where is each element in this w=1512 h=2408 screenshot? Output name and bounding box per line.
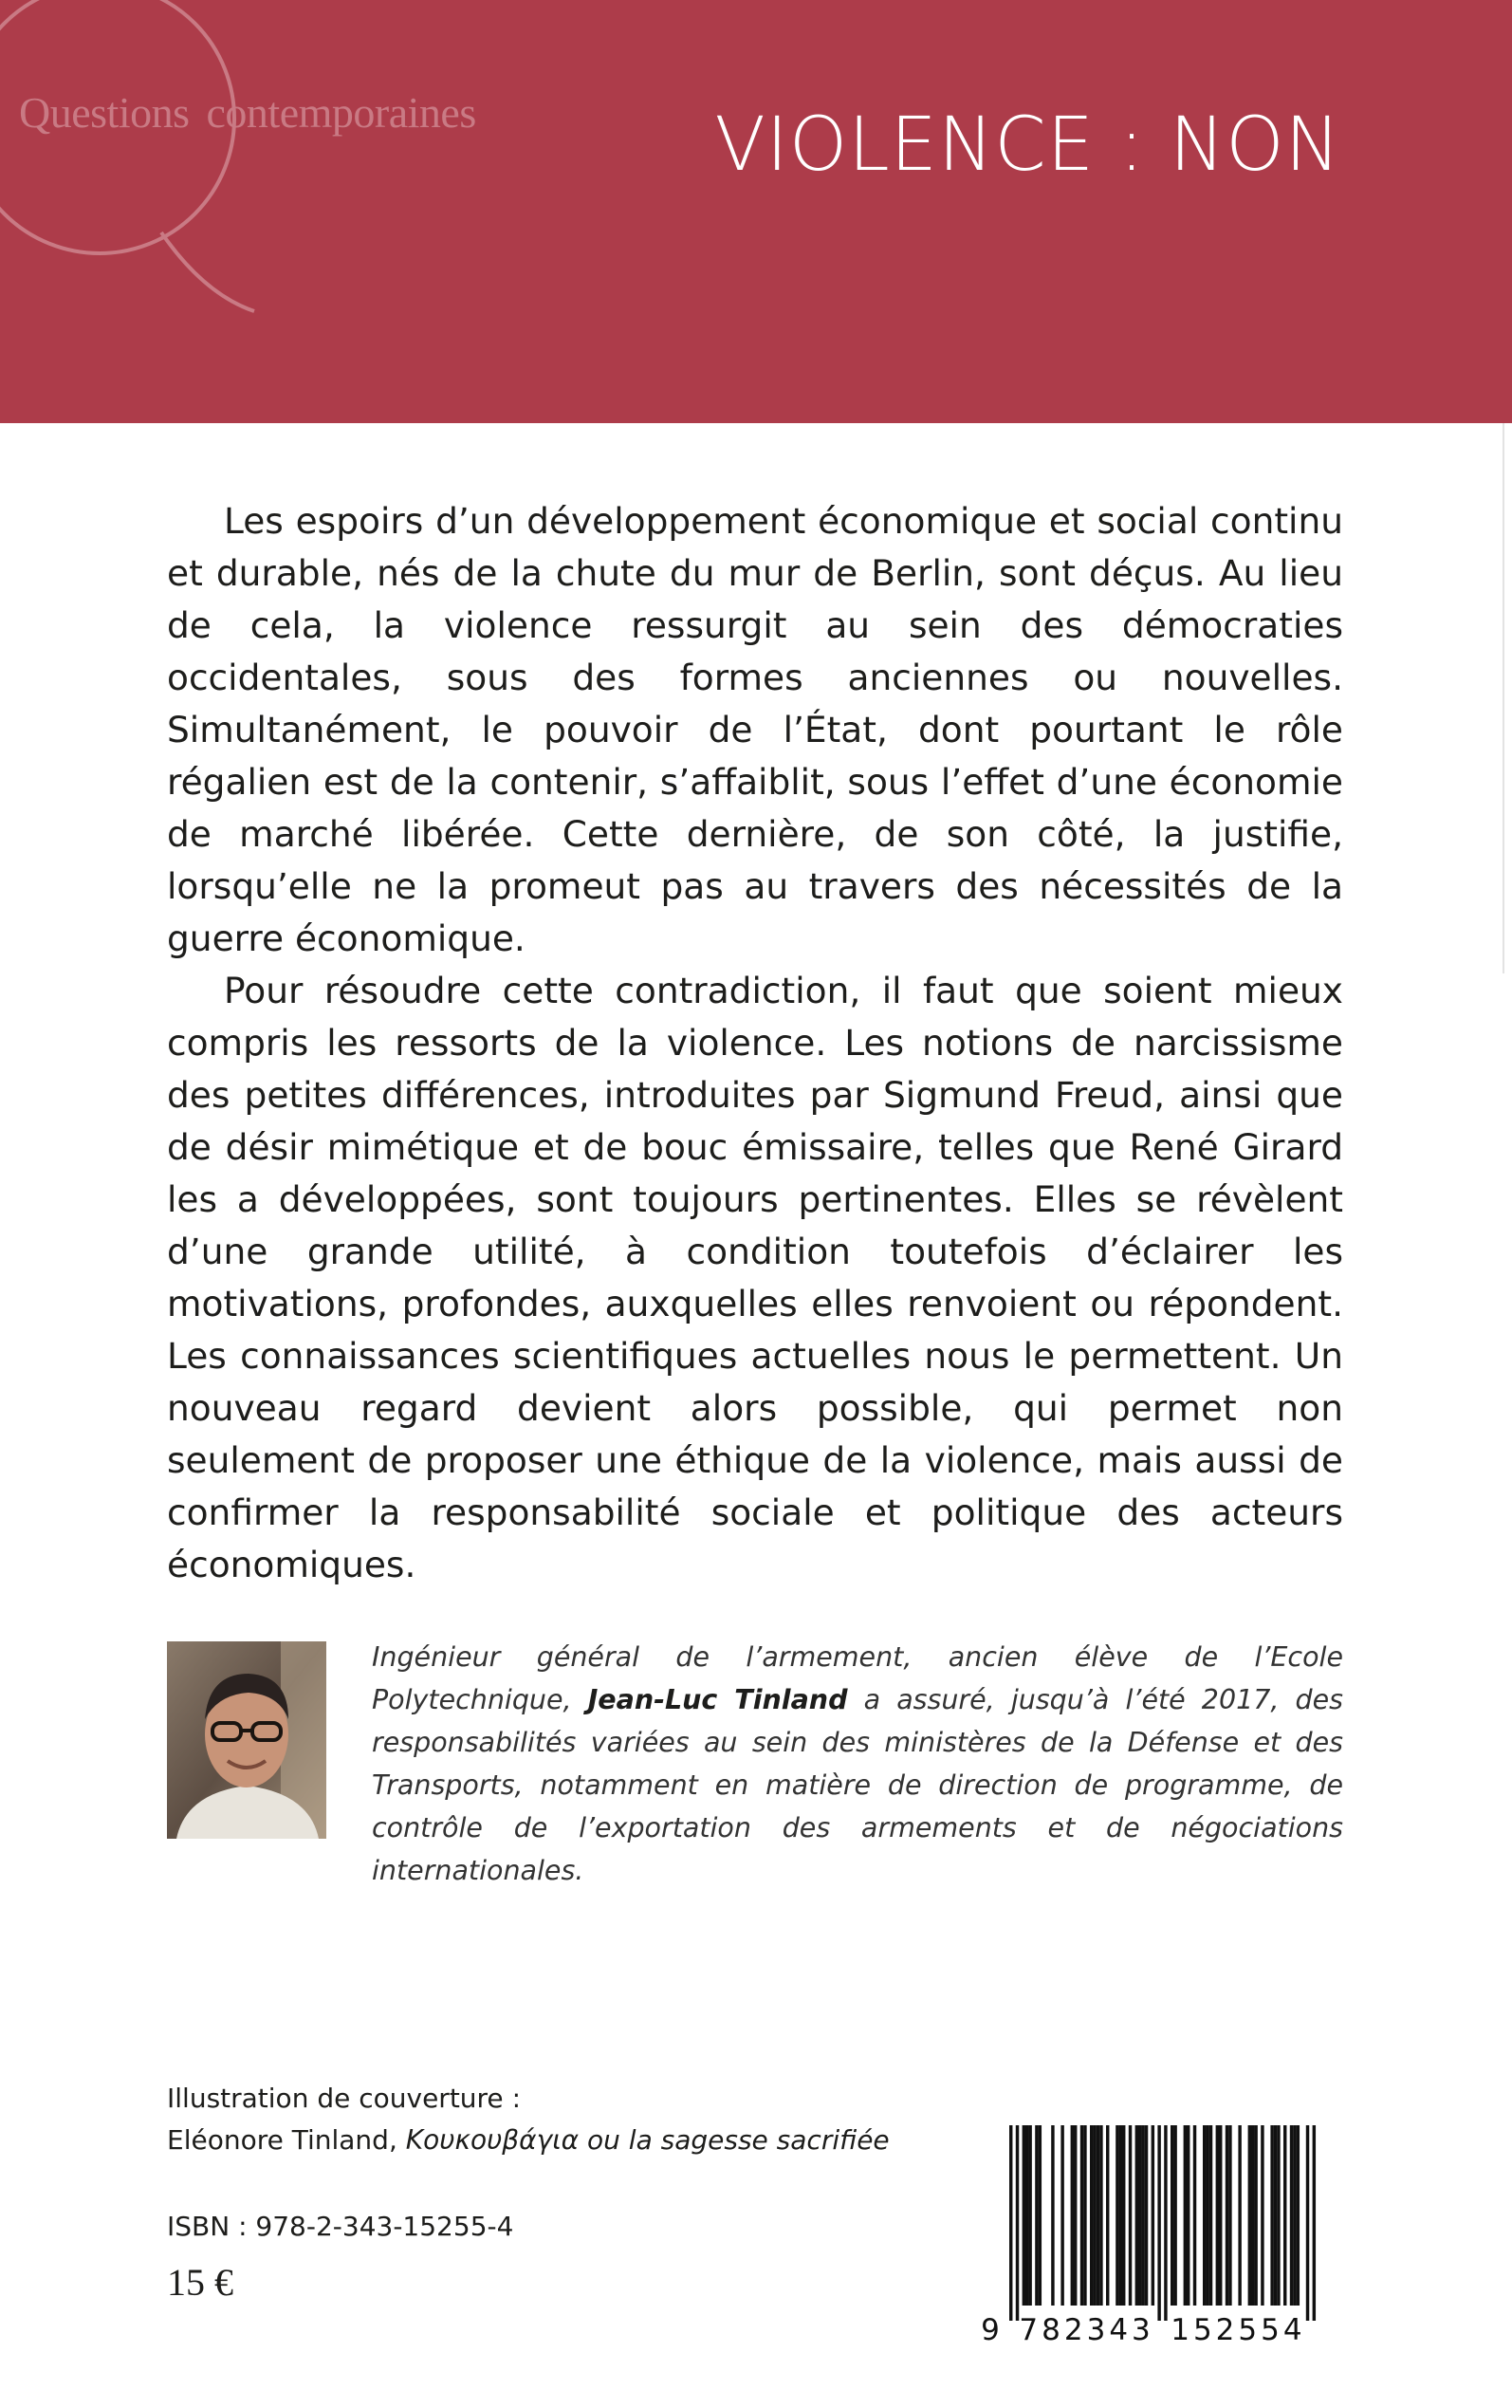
barcode-bar <box>1306 2125 1309 2321</box>
barcode-bar <box>1193 2125 1196 2306</box>
barcode-bar <box>1039 2125 1042 2306</box>
barcode-bar <box>1290 2125 1293 2306</box>
cover-illustration-credit <box>167 2078 890 2161</box>
barcode-bar <box>1106 2125 1109 2306</box>
barcode-bar <box>1035 2125 1038 2306</box>
barcode-bar <box>1099 2125 1102 2306</box>
barcode-bar <box>1090 2125 1093 2306</box>
barcode-bar <box>1122 2125 1125 2306</box>
credit-line <box>167 2120 890 2161</box>
summary-paragraph-2: Pour résoudre cette contradiction, il faut que soient mieux compris les ressorts de la violence. Les notions de narcissisme des petites différences, introduites par Sigmund Freud, ainsi que de désir mimétique et de bouc émissaire, telles que René Girard les a développées, sont toujours pertinentes. Elles se révèlent d’une grande utilité, à condition toutefois d’éclairer les motivations, profondes, auxquelles elles renvoient ou répondent. Les connaissances scientifiques actuelles nous le permettent. Un nouveau regard devient alors possible, qui permet non seulement de proposer une éthique de la violence, mais aussi de confirmer la responsabilité sociale et politique des acteurs économiques. <box>167 970 1343 1585</box>
barcode-bar <box>1283 2125 1286 2306</box>
ean-barcode <box>968 2125 1337 2343</box>
barcode-bar <box>1145 2125 1148 2306</box>
barcode-bar <box>1141 2125 1144 2306</box>
barcode-bar <box>1009 2125 1012 2321</box>
credit-artist: Eléonore Tinland, <box>167 2124 406 2156</box>
barcode-bar <box>1097 2125 1099 2306</box>
barcode-bar <box>1129 2125 1132 2306</box>
barcode-bar <box>1135 2125 1138 2306</box>
barcode-bar <box>1238 2125 1241 2306</box>
barcode-bar <box>1216 2125 1219 2306</box>
barcode-bar <box>1206 2125 1208 2306</box>
series-name <box>19 87 476 138</box>
book-price: 15 € <box>167 2261 233 2304</box>
barcode-digits-right: 152554 <box>1171 2313 1306 2343</box>
barcode-bar <box>1116 2125 1118 2306</box>
barcode-bar <box>1080 2125 1083 2306</box>
barcode-bar <box>1060 2125 1063 2306</box>
barcode-bar <box>1051 2125 1054 2306</box>
barcode-bar <box>1219 2125 1222 2306</box>
barcode-bar <box>1025 2125 1028 2306</box>
barcode-bar <box>1228 2125 1231 2306</box>
barcode-bar <box>1187 2125 1189 2306</box>
barcode-bar <box>1119 2125 1122 2306</box>
barcode-bar <box>1261 2125 1263 2306</box>
barcode-bar <box>1277 2125 1280 2306</box>
barcode-bar <box>1071 2125 1074 2306</box>
barcode-bar <box>1138 2125 1141 2306</box>
barcode-bar <box>1251 2125 1254 2306</box>
author-bio-intro: Ingénieur général de l’armement, ancien élève de l’Ecole Polytechnique, <box>372 1641 1343 1715</box>
barcode-bar <box>1270 2125 1273 2306</box>
barcode-bar <box>1184 2125 1187 2306</box>
barcode-bar <box>1093 2125 1096 2306</box>
barcode-bar <box>1157 2125 1160 2321</box>
cover-header-band <box>0 0 1512 423</box>
spine-edge-line <box>1503 423 1504 973</box>
barcode-bar <box>1313 2125 1316 2321</box>
barcode-digit-lead: 9 <box>981 2313 1004 2343</box>
barcode-bar <box>1016 2125 1019 2321</box>
author-name: Jean-Luc Tinland <box>587 1684 848 1715</box>
isbn-number: ISBN : 978-2-343-15255-4 <box>167 2211 514 2242</box>
barcode-bar <box>1171 2125 1173 2306</box>
barcode-bar <box>1164 2125 1167 2321</box>
barcode-bar <box>1023 2125 1025 2306</box>
series-word-questions: Questions <box>19 88 190 137</box>
barcode-bar <box>1083 2125 1086 2306</box>
barcode-bar <box>1152 2125 1154 2306</box>
series-word-contemporaines: contemporaines <box>206 88 476 137</box>
barcode-bar <box>1293 2125 1296 2306</box>
credit-artwork-title: Κουκουβάγια ou la sagesse sacrifiée <box>405 2124 890 2156</box>
barcode-bar <box>1074 2125 1077 2306</box>
barcode-digits-left: 782343 <box>1019 2313 1154 2343</box>
credit-label: Illustration de couverture : <box>167 2083 521 2114</box>
barcode-bar <box>1173 2125 1176 2306</box>
barcode-bar <box>1203 2125 1206 2306</box>
summary-paragraph-1: Les espoirs d’un développement économique et social continu et durable, nés de la chute du mur de Berlin, sont déçus. Au lieu de cela, la violence ressurgit au sein des démocraties occidentales, sous des formes anciennes ou nouvelles. Simultanément, le pouvoir de l’État, dont pourtant le rôle régalien est de la contenir, s’affaiblit, sous l’effet d’une économie de marché libérée. Cette dernière, de son côté, la justifie, lorsqu’elle ne la promeut pas au travers des nécessités de la guerre économique. <box>167 500 1343 959</box>
author-bio-details: a assuré, jusqu’à l’été 2017, des responsabilités variées au sein des ministères de la Défense et des Transports, notamment en matière de direction de programme, de contrôle de l’exportation des armements et de négociations internationales. <box>372 1684 1343 1886</box>
barcode-bar <box>1254 2125 1257 2306</box>
barcode-bar <box>1226 2125 1228 2306</box>
series-q-logo <box>0 0 285 323</box>
barcode-bar <box>1297 2125 1300 2306</box>
back-cover-summary <box>167 495 1343 1591</box>
book-title: VIOLENCE : NON <box>714 102 1341 188</box>
barcode-bar <box>1248 2125 1251 2306</box>
author-biography <box>372 1636 1343 1892</box>
barcode-bar <box>1028 2125 1031 2306</box>
author-portrait-image <box>167 1641 326 1839</box>
barcode-bar <box>1209 2125 1212 2306</box>
barcode-bar <box>1274 2125 1277 2306</box>
author-photo <box>167 1641 326 1839</box>
